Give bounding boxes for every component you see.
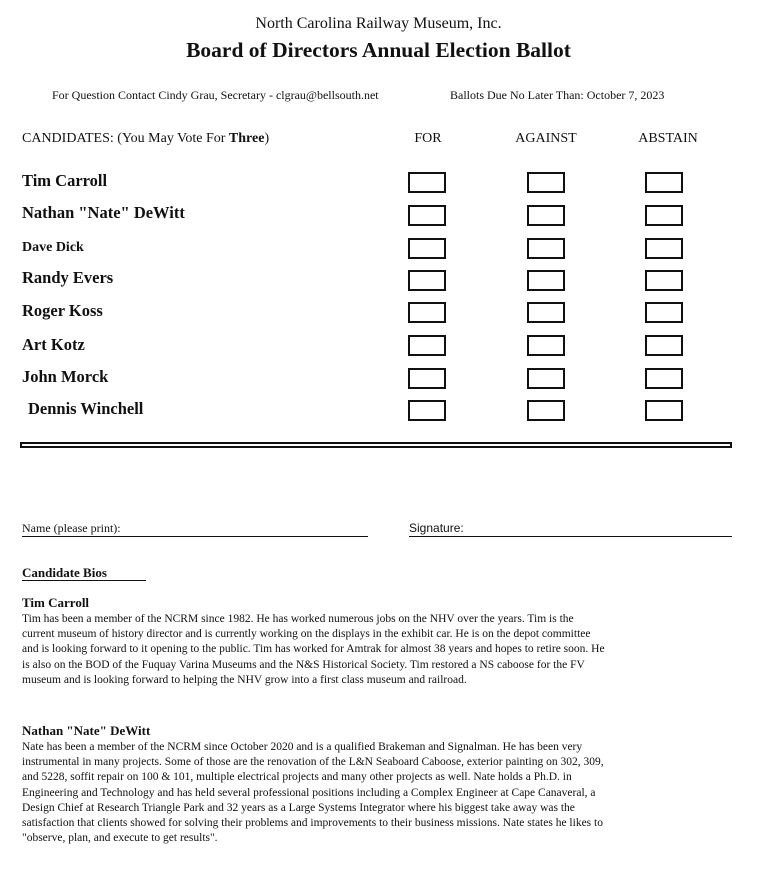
candidate-name: John Morck: [22, 367, 109, 386]
due-date: Ballots Due No Later Than: October 7, 2023: [450, 88, 665, 102]
candidate-name: Art Kotz: [22, 335, 85, 354]
vote-for-checkbox[interactable]: [408, 335, 446, 356]
vote-against-checkbox[interactable]: [527, 205, 565, 226]
vote-abstain-checkbox[interactable]: [645, 172, 683, 193]
column-header-against: AGAINST: [515, 131, 577, 146]
signature-input[interactable]: [470, 520, 725, 534]
candidate-name: Dennis Winchell: [28, 399, 144, 418]
organization-name: North Carolina Railway Museum, Inc.: [255, 15, 502, 32]
vote-against-checkbox[interactable]: [527, 400, 565, 421]
vote-for-checkbox[interactable]: [408, 302, 446, 323]
candidates-header-suffix: ): [264, 131, 270, 146]
vote-for-checkbox[interactable]: [408, 400, 446, 421]
bio-line: instrumental in many projects. Some of those are the renovation of the L&N Seaboard Caboose, exterior painting on 302, 309,: [22, 756, 604, 769]
vote-abstain-checkbox[interactable]: [645, 368, 683, 389]
vote-for-checkbox[interactable]: [408, 368, 446, 389]
vote-against-checkbox[interactable]: [527, 368, 565, 389]
vote-for-checkbox[interactable]: [408, 205, 446, 226]
vote-for-checkbox[interactable]: [408, 172, 446, 193]
bio-text: [22, 740, 734, 846]
vote-against-checkbox[interactable]: [527, 238, 565, 259]
bios-heading: Candidate Bios: [22, 565, 107, 580]
name-underline: [22, 536, 368, 537]
candidates-header-prefix: CANDIDATES: (You May Vote For: [22, 131, 229, 146]
bio-text: [22, 612, 734, 688]
candidate-name: Nathan "Nate" DeWitt: [22, 203, 185, 222]
vote-for-checkbox[interactable]: [408, 238, 446, 259]
vote-abstain-checkbox[interactable]: [645, 270, 683, 291]
vote-abstain-checkbox[interactable]: [645, 400, 683, 421]
bio-line: current museum of history director and is currently working on the displays in the exhibit car. He is on the depot committee: [22, 628, 591, 641]
candidate-name: Randy Evers: [22, 268, 114, 287]
vote-against-checkbox[interactable]: [527, 270, 565, 291]
bio-line: Tim has been a member of the NCRM since 1982. He has worked numerous jobs on the NHV over the years. Tim is the: [22, 613, 574, 625]
vote-abstain-checkbox[interactable]: [645, 238, 683, 259]
vote-for-checkbox[interactable]: [408, 270, 446, 291]
vote-against-checkbox[interactable]: [527, 335, 565, 356]
bios-heading-underline: [22, 580, 146, 581]
vote-abstain-checkbox[interactable]: [645, 205, 683, 226]
vote-count: Three: [228, 131, 265, 146]
bio-name: Nathan "Nate" DeWitt: [22, 723, 151, 738]
column-header-for: FOR: [414, 131, 442, 146]
bio-line: satisfaction that clients showed for solving their problems and improvements to their business missions. Nate states he likes to: [22, 817, 603, 830]
bio-line: and is looking forward to it opening to the public. Tim has worked for Amtrak for almost 38 years and hopes to retire soon. He: [22, 643, 605, 656]
bio-line: is also on the BOD of the Fuquay Varina Museums and the N&S Historical Society. Tim restored a NS caboose for the FV: [22, 658, 585, 671]
vote-abstain-checkbox[interactable]: [645, 302, 683, 323]
column-header-abstain: ABSTAIN: [638, 131, 698, 146]
vote-against-checkbox[interactable]: [527, 172, 565, 193]
signature-label: Signature:: [409, 521, 464, 535]
section-divider: [20, 442, 732, 448]
bio-line: museum and is looking forward to helping the NHV grow into a first class museum and railroad.: [22, 673, 467, 686]
vote-against-checkbox[interactable]: [527, 302, 565, 323]
name-label: Name (please print):: [22, 521, 121, 535]
name-input[interactable]: [140, 520, 365, 534]
candidate-name: Tim Carroll: [22, 171, 108, 190]
candidate-name: Dave Dick: [22, 240, 84, 255]
signature-underline: [409, 536, 732, 537]
bio-line: and 5228, soffit repair on 100 & 101, multiple electrical projects and many other projects as well. Nate holds a Ph.D. in: [22, 771, 572, 784]
candidate-name: Roger Koss: [22, 301, 103, 320]
candidates-header: [22, 131, 269, 147]
bio-line: Nate has been a member of the NCRM since October 2020 and is a qualified Brakeman and Signalman. He has been very: [22, 741, 583, 753]
ballot-title: Board of Directors Annual Election Ballot: [186, 38, 571, 62]
contact-info: For Question Contact Cindy Grau, Secretary - clgrau@bellsouth.net: [52, 88, 379, 102]
bio-line: Design Chief at Research Triangle Park and 32 years as a Large Systems Integrator where his biggest take away was the: [22, 801, 575, 814]
bio-line: "observe, plan, and execute to get results".: [22, 832, 218, 845]
bio-name: Tim Carroll: [22, 595, 90, 610]
vote-abstain-checkbox[interactable]: [645, 335, 683, 356]
bio-line: Engineering and Technology and has held several professional positions including a Complex Engineer at Cape Canaveral, a: [22, 786, 596, 799]
